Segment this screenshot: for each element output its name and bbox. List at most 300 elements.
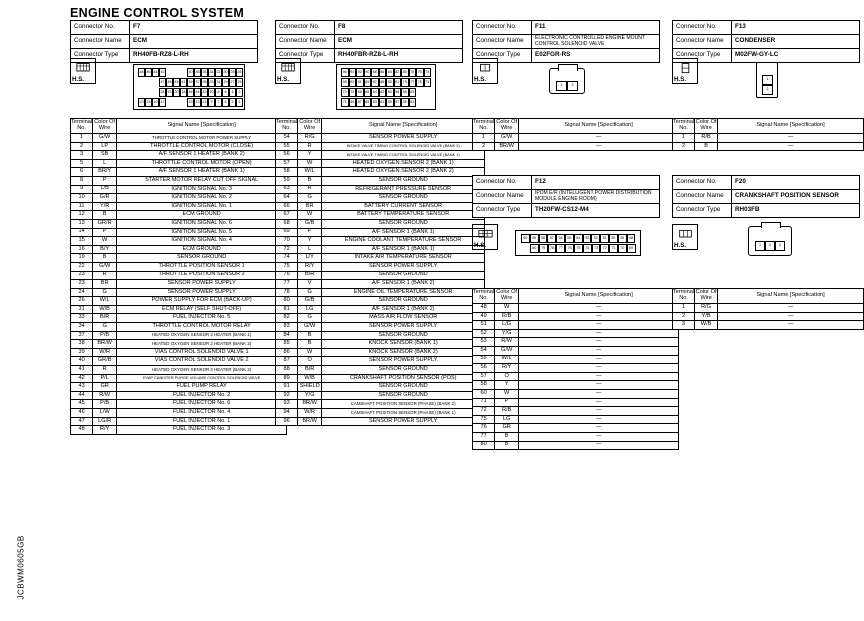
- connector-pin: 34: [208, 68, 215, 77]
- signal-name: REFRIGERANT PRESSURE SENSOR: [322, 185, 485, 194]
- connector-pin: 1: [236, 98, 243, 107]
- signal-name: THROTTLE CONTROL MOTOR (OPEN): [117, 159, 287, 168]
- signal-name: SENSOR POWER SUPPLY: [117, 288, 287, 297]
- signal-name: FUEL INJECTOR No. 5: [117, 314, 287, 323]
- connector-pin: [173, 68, 180, 77]
- connector-pin: 89: [364, 78, 372, 87]
- signal-name: —: [519, 338, 679, 347]
- connector-pin: 92: [356, 68, 364, 77]
- terminal-no: 3: [673, 321, 695, 330]
- label-connector-name: Connector Name: [473, 35, 532, 49]
- connector-pin: 12: [201, 88, 208, 97]
- signal-name: ECM RELAY (SELF SHUT-OFF): [117, 305, 287, 314]
- label-connector-type: Connector Type: [71, 49, 130, 63]
- terminal-no: 54: [473, 346, 495, 355]
- connector-pin: 62: [379, 88, 387, 97]
- connector-pin: 79: [401, 78, 409, 87]
- hs-label: H.S.: [474, 242, 487, 249]
- wire-color: R/W: [495, 338, 519, 347]
- connector-pin: 13: [194, 98, 201, 107]
- table-row: [71, 366, 287, 375]
- connector-pin: 2: [236, 88, 243, 97]
- connector-pin: 67: [356, 98, 364, 107]
- terminal-no: 86: [276, 348, 298, 357]
- connector-pin: 54: [574, 234, 583, 243]
- terminal-no: 56: [473, 364, 495, 373]
- table-row: [71, 228, 287, 237]
- wire-color: G/R: [93, 194, 117, 203]
- signal-name: THROTTLE CONTROL MOTOR (CLOSE): [117, 142, 287, 151]
- terminal-no: 59: [276, 176, 298, 185]
- wire-color: B: [495, 441, 519, 450]
- signal-name: —: [519, 381, 679, 390]
- terminal-no: 48: [473, 304, 495, 313]
- terminal-no: 45: [71, 400, 93, 409]
- signal-name: —: [718, 304, 864, 313]
- connector-no-value: F8: [335, 21, 463, 35]
- connector-pin: 54: [409, 88, 417, 97]
- col-header-signal-name: Signal Name [Specification]: [718, 119, 864, 134]
- connector-pin: 91: [356, 78, 364, 87]
- connector-pin: 85: [379, 78, 387, 87]
- connector-name-value: ECM: [130, 35, 258, 49]
- terminal-no: 96: [276, 417, 298, 426]
- terminal-no: 51: [473, 321, 495, 330]
- connector-pin: 53: [409, 98, 417, 107]
- connector-name-value: IPDM E/R (INTELLIGENT POWER DISTRIBUTION MODULE ENGINE ROOM): [532, 190, 660, 204]
- wire-color: W: [93, 237, 117, 246]
- signal-name: SENSOR POWER SUPPLY: [322, 323, 485, 332]
- connector-pin: 11: [201, 98, 208, 107]
- label-connector-name: Connector Name: [673, 35, 732, 49]
- wire-color: G/B: [298, 297, 322, 306]
- signal-name: CAMSHAFT POSITION SENSOR (PHASE) (BANK 1): [322, 409, 485, 418]
- table-row: [71, 159, 287, 168]
- signal-name: —: [519, 398, 679, 407]
- connector-type-value: M02FW-GY-LC: [732, 49, 860, 63]
- signal-name: A/F SENSOR 1 (BANK 2): [322, 305, 485, 314]
- table-row: [473, 312, 679, 321]
- table-row: [276, 176, 485, 185]
- connector-type-value: TH20FW-CS12-M4: [532, 204, 660, 218]
- signal-name: SENSOR GROUND: [322, 219, 485, 228]
- table-row: [71, 134, 287, 143]
- signal-name: —: [519, 364, 679, 373]
- wire-color: P/B: [93, 331, 117, 340]
- signal-name: THROTTLE CONTROL MOTOR RELAY: [117, 323, 287, 332]
- col-header-signal-name: Signal Name [Specification]: [322, 119, 485, 134]
- signal-name: IGNITION SIGNAL No. 2: [117, 194, 287, 203]
- terminal-no: 63: [276, 185, 298, 194]
- table-row: [276, 366, 485, 375]
- terminal-no: 78: [276, 288, 298, 297]
- signal-name: IGNITION SIGNAL No. 6: [117, 219, 287, 228]
- table-row: [276, 228, 485, 237]
- wire-color: Y: [298, 151, 322, 160]
- col-header-terminal-no: Terminal No.: [673, 119, 695, 134]
- terminal-no: 15: [71, 237, 93, 246]
- table-row: [276, 417, 485, 426]
- signal-name: SENSOR GROUND: [322, 383, 485, 392]
- col-header-color-of-wire: Color Of Wire: [495, 289, 519, 304]
- connector-pin: 70: [618, 244, 627, 253]
- table-row: [276, 271, 485, 280]
- signal-name: —: [718, 312, 864, 321]
- terminal-no: 37: [71, 331, 93, 340]
- terminal-no: 82: [276, 314, 298, 323]
- terminal-no: 33: [71, 314, 93, 323]
- connector-view-icon: [677, 227, 694, 242]
- signal-name: —: [519, 134, 679, 143]
- connector-pin: 27: [229, 78, 236, 87]
- table-row: [473, 346, 679, 355]
- signal-name: BATTERY TEMPERATURE SENSOR: [322, 211, 485, 220]
- table-row: [71, 219, 287, 228]
- table-row: [71, 374, 287, 383]
- wire-color: W/B: [695, 321, 718, 330]
- wire-color: P: [298, 228, 322, 237]
- wire-color: P: [495, 398, 519, 407]
- connector-pin: 1: [556, 81, 567, 91]
- signal-name: —: [519, 441, 679, 450]
- connector-view-icon: [477, 61, 494, 76]
- terminal-no: 40: [71, 357, 93, 366]
- terminal-no: 91: [276, 383, 298, 392]
- terminal-table-f12: [472, 288, 679, 450]
- connector-pin: [180, 68, 187, 77]
- signal-name: POWER SUPPLY FOR ECM (BACK-UP): [117, 297, 287, 306]
- connector-view-icon: [75, 61, 92, 76]
- signal-name: HEATED OXYGEN SENSOR 2 HEATER (BANK 2): [117, 340, 287, 349]
- wire-color: B/R: [298, 366, 322, 375]
- terminal-no: 58: [473, 381, 495, 390]
- terminal-no: 60: [473, 389, 495, 398]
- wire-color: BR: [298, 202, 322, 211]
- connector-pin: 84: [386, 68, 394, 77]
- connector-pin: 58: [394, 88, 402, 97]
- table-row: [673, 321, 864, 330]
- connector-pin: 51: [600, 234, 609, 243]
- wire-color: W: [298, 348, 322, 357]
- connector-pin: 76: [416, 68, 424, 77]
- connector-pin: 78: [409, 68, 417, 77]
- label-connector-no: Connector No.: [473, 176, 532, 190]
- signal-name: FUEL INJECTOR No. 4: [117, 409, 287, 418]
- terminal-no: 9: [71, 185, 93, 194]
- table-row: [71, 314, 287, 323]
- col-header-signal-name: Signal Name [Specification]: [718, 289, 864, 304]
- table-row: [276, 383, 485, 392]
- signal-name: FUEL PUMP RELAY: [117, 383, 287, 392]
- wire-color: W/R: [298, 409, 322, 418]
- label-connector-no: Connector No.: [673, 176, 732, 190]
- signal-name: VIAS CONTROL SOLENOID VALVE 1: [117, 348, 287, 357]
- label-connector-type: Connector Type: [473, 49, 532, 63]
- connector-pin: 1: [755, 241, 765, 251]
- wire-color: BR/W: [298, 417, 322, 426]
- hs-box-f8: [275, 58, 301, 84]
- signal-name: —: [519, 372, 679, 381]
- wire-color: W: [495, 389, 519, 398]
- col-header-signal-name: Signal Name [Specification]: [519, 289, 679, 304]
- signal-name: THROTTLE CONTROL MOTOR POWER SUPPLY: [117, 134, 287, 143]
- connector-pin: 88: [371, 68, 379, 77]
- signal-name: SENSOR GROUND: [322, 366, 485, 375]
- wire-color: R: [93, 366, 117, 375]
- table-row: [276, 297, 485, 306]
- wire-color: GR/R: [93, 219, 117, 228]
- wire-color: W/L: [93, 297, 117, 306]
- signal-name: SENSOR POWER SUPPLY: [322, 357, 485, 366]
- connector-pin: 69: [349, 98, 357, 107]
- signal-name: SENSOR GROUND: [322, 176, 485, 185]
- signal-name: EVAP CANISTER PURGE VOLUME CONTROL SOLENOID VALVE: [117, 374, 287, 383]
- label-connector-name: Connector Name: [473, 190, 532, 204]
- connector-pin: 39: [187, 78, 194, 87]
- wire-color: G: [93, 323, 117, 332]
- connector-pin: 55: [565, 234, 574, 243]
- terminal-no: 38: [71, 340, 93, 349]
- table-row: [276, 142, 485, 151]
- signal-name: IGNITION SIGNAL No. 5: [117, 228, 287, 237]
- terminal-no: 81: [276, 305, 298, 314]
- terminal-no: 13: [71, 219, 93, 228]
- wire-color: BR/W: [298, 400, 322, 409]
- terminal-no: 76: [276, 271, 298, 280]
- label-connector-no: Connector No.: [673, 21, 732, 35]
- wire-color: L: [93, 159, 117, 168]
- table-row: [473, 304, 679, 313]
- connector-pin: 3: [229, 98, 236, 107]
- wire-color: B/R: [93, 314, 117, 323]
- wire-color: R/G: [695, 304, 718, 313]
- connector-pin: 35: [201, 78, 208, 87]
- wire-color: BR/Y: [93, 168, 117, 177]
- connector-pin: 72: [341, 88, 349, 97]
- connector-pin: 24: [159, 88, 166, 97]
- connector-pin: 15: [187, 98, 194, 107]
- signal-name: —: [718, 142, 864, 151]
- table-row: [71, 340, 287, 349]
- wire-color: SHIELD: [298, 383, 322, 392]
- wire-color: GR: [495, 424, 519, 433]
- label-connector-no: Connector No.: [71, 21, 130, 35]
- terminal-no: 19: [71, 254, 93, 263]
- signal-name: IGNITION SIGNAL No. 1: [117, 202, 287, 211]
- table-row: [473, 338, 679, 347]
- terminal-no: 42: [71, 374, 93, 383]
- wire-color: Y: [495, 381, 519, 390]
- connector-pin: 46: [145, 68, 152, 77]
- connector-name-value: CRANKSHAFT POSITION SENSOR: [732, 190, 860, 204]
- connector-pin: 71: [609, 244, 618, 253]
- connector-pin: 82: [394, 68, 402, 77]
- connector-type-value: RH03FB: [732, 204, 860, 218]
- signal-name: BATTERY CURRENT SENSOR: [322, 202, 485, 211]
- table-row: [71, 280, 287, 289]
- table-row: [473, 355, 679, 364]
- wire-color: G/W: [93, 134, 117, 143]
- connector-pin: 68: [356, 88, 364, 97]
- connector-pin: 2: [762, 85, 773, 95]
- wire-color: R: [93, 271, 117, 280]
- terminal-no: 2: [473, 142, 495, 151]
- connector-pin: 3: [775, 241, 785, 251]
- signal-name: —: [519, 329, 679, 338]
- wire-color: O: [298, 357, 322, 366]
- wire-color: LG: [298, 305, 322, 314]
- page-title: ENGINE CONTROL SYSTEM: [70, 6, 245, 20]
- terminal-no: 6: [71, 168, 93, 177]
- terminal-no: 85: [276, 340, 298, 349]
- signal-name: SENSOR POWER SUPPLY: [322, 417, 485, 426]
- terminal-no: 80: [276, 297, 298, 306]
- connector-pin: 81: [394, 78, 402, 87]
- connector-pin: 69: [627, 244, 636, 253]
- signal-name: SENSOR GROUND: [322, 194, 485, 203]
- connector-pin: 20: [173, 88, 180, 97]
- table-row: [473, 389, 679, 398]
- connector-pin: 23: [138, 98, 145, 107]
- wire-color: W/B: [93, 305, 117, 314]
- terminal-no: 47: [71, 417, 93, 426]
- signal-name: VIAS CONTROL SOLENOID VALVE 2: [117, 357, 287, 366]
- table-row: [276, 288, 485, 297]
- connector-pin: 60: [521, 234, 530, 243]
- table-row: [473, 381, 679, 390]
- wire-color: Y/R: [93, 202, 117, 211]
- terminal-no: 71: [473, 398, 495, 407]
- table-row: [473, 424, 679, 433]
- terminal-table-f20: [672, 288, 864, 330]
- wire-color: B/R: [298, 271, 322, 280]
- connector-type-value: RH40FB-RZ8-L-RH: [130, 49, 258, 63]
- signal-name: HEATED OXYGEN SENSOR 2 (BANK 1): [322, 159, 485, 168]
- signal-name: A/F SENSOR 1 (BANK 1): [322, 228, 485, 237]
- hs-label: H.S.: [674, 76, 687, 83]
- signal-name: INTAKE VALVE TIMING CONTROL SOLENOID VALVE (BANK 1): [322, 151, 485, 160]
- signal-name: FUEL INJECTOR No. 2: [117, 391, 287, 400]
- terminal-no: 70: [276, 237, 298, 246]
- table-row: [276, 237, 485, 246]
- wire-color: R: [298, 142, 322, 151]
- signal-name: CAMSHAFT POSITION SENSOR (PHASE) (BANK 2): [322, 400, 485, 409]
- wire-color: L/Y: [298, 254, 322, 263]
- connector-pin: 16: [187, 88, 194, 97]
- connector-pin: 32: [215, 68, 222, 77]
- table-row: [71, 237, 287, 246]
- wire-color: Y/B: [695, 312, 718, 321]
- wire-color: G/W: [495, 134, 519, 143]
- terminal-no: 1: [673, 134, 695, 143]
- table-row: [276, 151, 485, 160]
- connector-no-value: F13: [732, 21, 860, 35]
- terminal-no: 34: [71, 323, 93, 332]
- connector-pin: 79: [539, 244, 548, 253]
- terminal-no: 67: [276, 211, 298, 220]
- signal-name: SENSOR GROUND: [117, 254, 287, 263]
- signal-name: —: [519, 415, 679, 424]
- wire-color: G/B: [298, 219, 322, 228]
- table-row: [71, 391, 287, 400]
- connector-pin: 76: [565, 244, 574, 253]
- terminal-table-f11: [472, 118, 679, 151]
- connector-pin: 50: [609, 234, 618, 243]
- hs-box-f20: [672, 224, 698, 250]
- terminal-no: 52: [473, 329, 495, 338]
- terminal-no: 72: [276, 245, 298, 254]
- table-row: [71, 211, 287, 220]
- table-row: [673, 134, 864, 143]
- terminal-no: 89: [276, 374, 298, 383]
- wire-color: G/W: [298, 323, 322, 332]
- table-row: [473, 372, 679, 381]
- label-connector-no: Connector No.: [276, 21, 335, 35]
- connector-pin: 25: [236, 78, 243, 87]
- wire-color: R/B: [695, 134, 718, 143]
- connector-header-f20: [672, 175, 860, 218]
- terminal-no: 55: [276, 142, 298, 151]
- connector-no-value: F20: [732, 176, 860, 190]
- wire-color: R/Y: [495, 364, 519, 373]
- table-row: [71, 417, 287, 426]
- signal-name: HEATED OXYGEN SENSOR 2 HEATER (BANK 1): [117, 331, 287, 340]
- pin-diagram-f13: [756, 62, 778, 98]
- wire-color: BR: [93, 280, 117, 289]
- table-row: [71, 176, 287, 185]
- terminal-no: 80: [473, 441, 495, 450]
- connector-tab: [558, 64, 578, 71]
- terminal-table-f8: [275, 118, 485, 426]
- connector-pin: [166, 68, 173, 77]
- wire-color: W/L: [495, 355, 519, 364]
- hs-label: H.S.: [474, 76, 487, 83]
- table-row: [473, 321, 679, 330]
- signal-name: —: [519, 304, 679, 313]
- col-header-color-of-wire: Color Of Wire: [298, 119, 322, 134]
- connector-pin: 48: [627, 234, 636, 243]
- terminal-table-f7: [70, 118, 287, 435]
- signal-name: A/F SENSOR 1 HEATER (BANK 1): [117, 168, 287, 177]
- wire-color: B: [495, 432, 519, 441]
- connector-pin: 36: [201, 68, 208, 77]
- terminal-no: 1: [71, 134, 93, 143]
- table-row: [71, 409, 287, 418]
- wire-color: P/L: [93, 374, 117, 383]
- terminal-no: 68: [276, 219, 298, 228]
- terminal-no: 77: [276, 280, 298, 289]
- table-row: [71, 245, 287, 254]
- terminal-no: 75: [473, 415, 495, 424]
- terminal-no: 72: [473, 407, 495, 416]
- signal-name: SENSOR POWER SUPPLY: [117, 280, 287, 289]
- terminal-no: 10: [71, 194, 93, 203]
- connector-view-icon: [477, 227, 494, 242]
- connector-pin: 55: [401, 98, 409, 107]
- connector-pin: 96: [341, 68, 349, 77]
- wire-color: BR/W: [93, 340, 117, 349]
- signal-name: —: [519, 389, 679, 398]
- wire-color: LG: [495, 415, 519, 424]
- terminal-no: 49: [473, 312, 495, 321]
- wire-color: O: [495, 372, 519, 381]
- connector-pin: 14: [194, 88, 201, 97]
- table-row: [276, 314, 485, 323]
- wire-color: GR/B: [93, 357, 117, 366]
- pin-diagram-f8: [336, 64, 436, 110]
- terminal-no: 48: [71, 426, 93, 435]
- signal-name: INTAKE AIR TEMPERATURE SENSOR: [322, 254, 485, 263]
